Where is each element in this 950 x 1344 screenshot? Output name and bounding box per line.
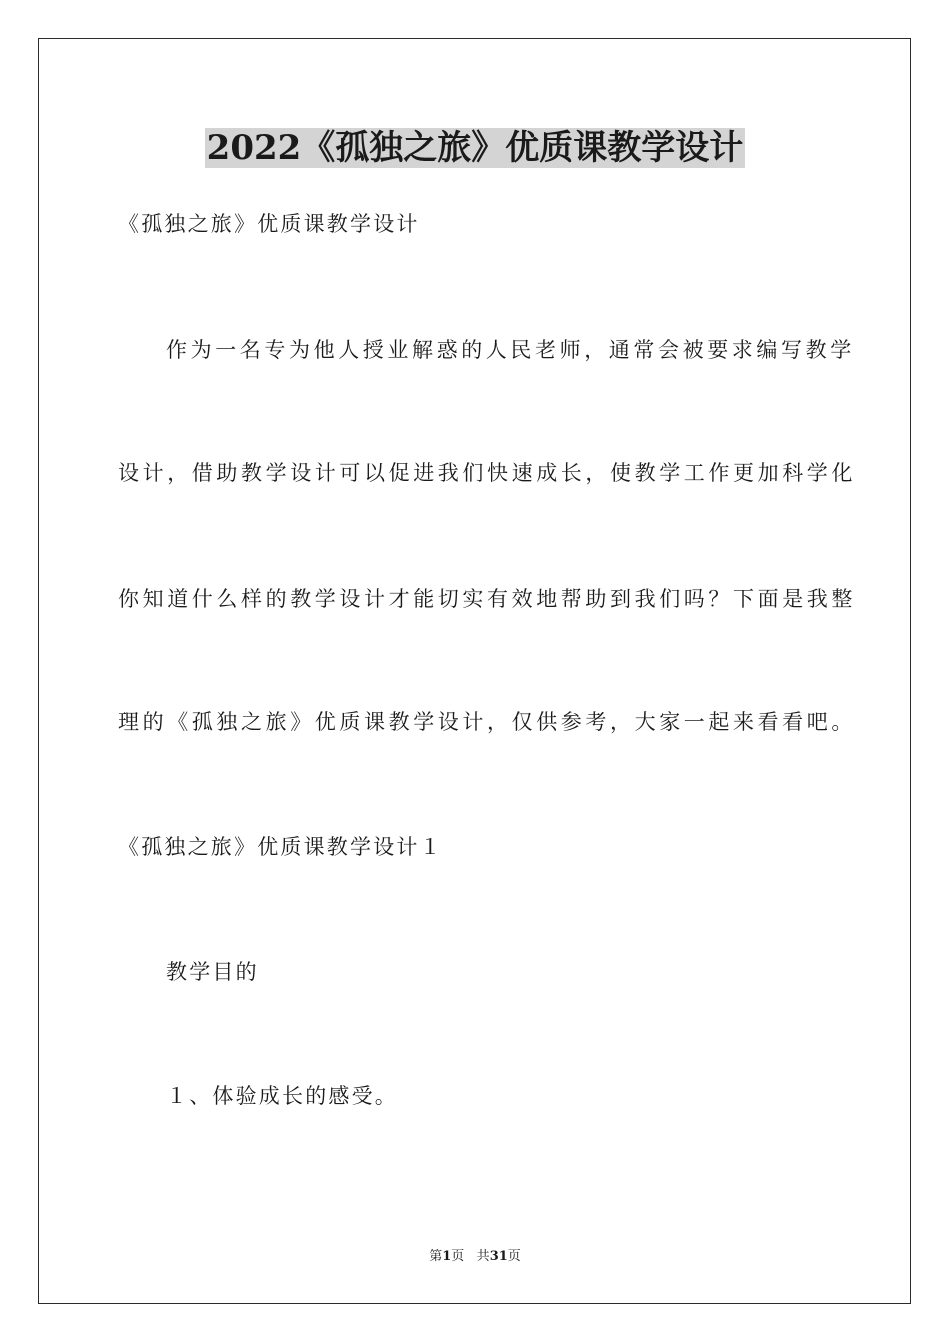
footer-total-suffix: 页 [507, 1249, 521, 1264]
goal-heading: 教学目的 [166, 960, 259, 984]
intro-line-1: 作为一名专为他人授业解惑的人民老师，通常会被要求编写教学 [166, 338, 855, 362]
page-footer [0, 1247, 950, 1267]
footer-total-prefix: 共 [476, 1249, 490, 1264]
intro-line-3: 你知道什么样的教学设计才能切实有效地帮助到我们吗？下面是我整 [118, 587, 856, 611]
footer-page-total: 31 [489, 1249, 508, 1264]
document-subtitle: 《孤独之旅》优质课教学设计 [118, 212, 420, 236]
footer-page-suffix: 页 [451, 1249, 465, 1264]
intro-line-4: 理的《孤独之旅》优质课教学设计，仅供参考，大家一起来看看吧。 [118, 710, 856, 734]
document-title [0, 126, 950, 170]
footer-page-prefix: 第 [429, 1249, 443, 1264]
document-title-text: 2022《孤独之旅》优质课教学设计 [206, 128, 744, 168]
intro-line-2: 设计，借助教学设计可以促进我们快速成长，使教学工作更加科学化 [118, 461, 856, 485]
section-heading: 《孤独之旅》优质课教学设计１ [118, 835, 443, 859]
footer-page-current: 1 [442, 1249, 452, 1264]
goal-item-1: １、体验成长的感受。 [166, 1084, 398, 1108]
